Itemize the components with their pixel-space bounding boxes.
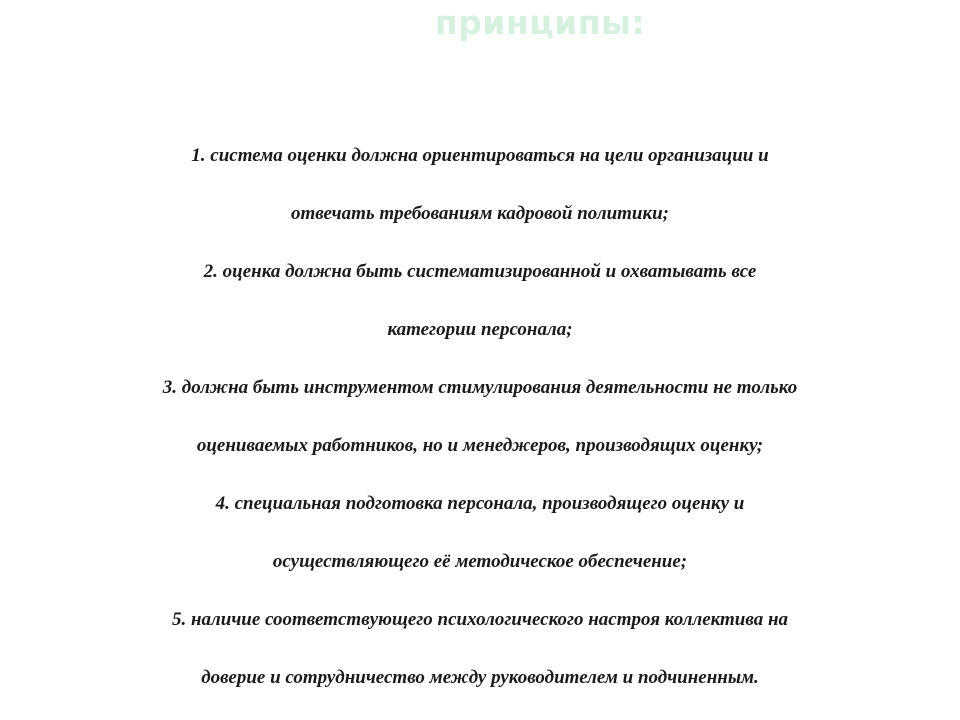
principle-3-line-2: оцениваемых работников, но и менеджеров, производящих оценку;: [196, 435, 764, 456]
principle-4-line-2: осуществляющего её методическое обеспечение;: [272, 551, 688, 572]
principle-2-line-1: 2. оценка должна быть систематизированной и охватывать все: [203, 261, 757, 282]
principle-4-line-1: 4. специальная подготовка персонала, производящего оценку и: [215, 493, 745, 514]
principle-3-line-1: 3. должна быть инструментом стимулирования деятельности не только: [162, 377, 798, 398]
slide-title: [300, 0, 780, 48]
principle-2-line-2: категории персонала;: [387, 319, 573, 340]
principle-1-line-2: отвечать требованиям кадровой политики;: [290, 203, 670, 224]
principle-1-line-1: 1. система оценки должна ориентироваться на цели организации и: [191, 145, 769, 166]
slide-title-line: принципы:: [434, 3, 646, 42]
principles-list: [40, 127, 920, 707]
principle-5-line-2: доверие и сотрудничество между руководителем и подчиненным.: [201, 667, 759, 688]
principle-5-line-1: 5. наличие соответствующего психологического настроя коллектива на: [171, 609, 789, 630]
